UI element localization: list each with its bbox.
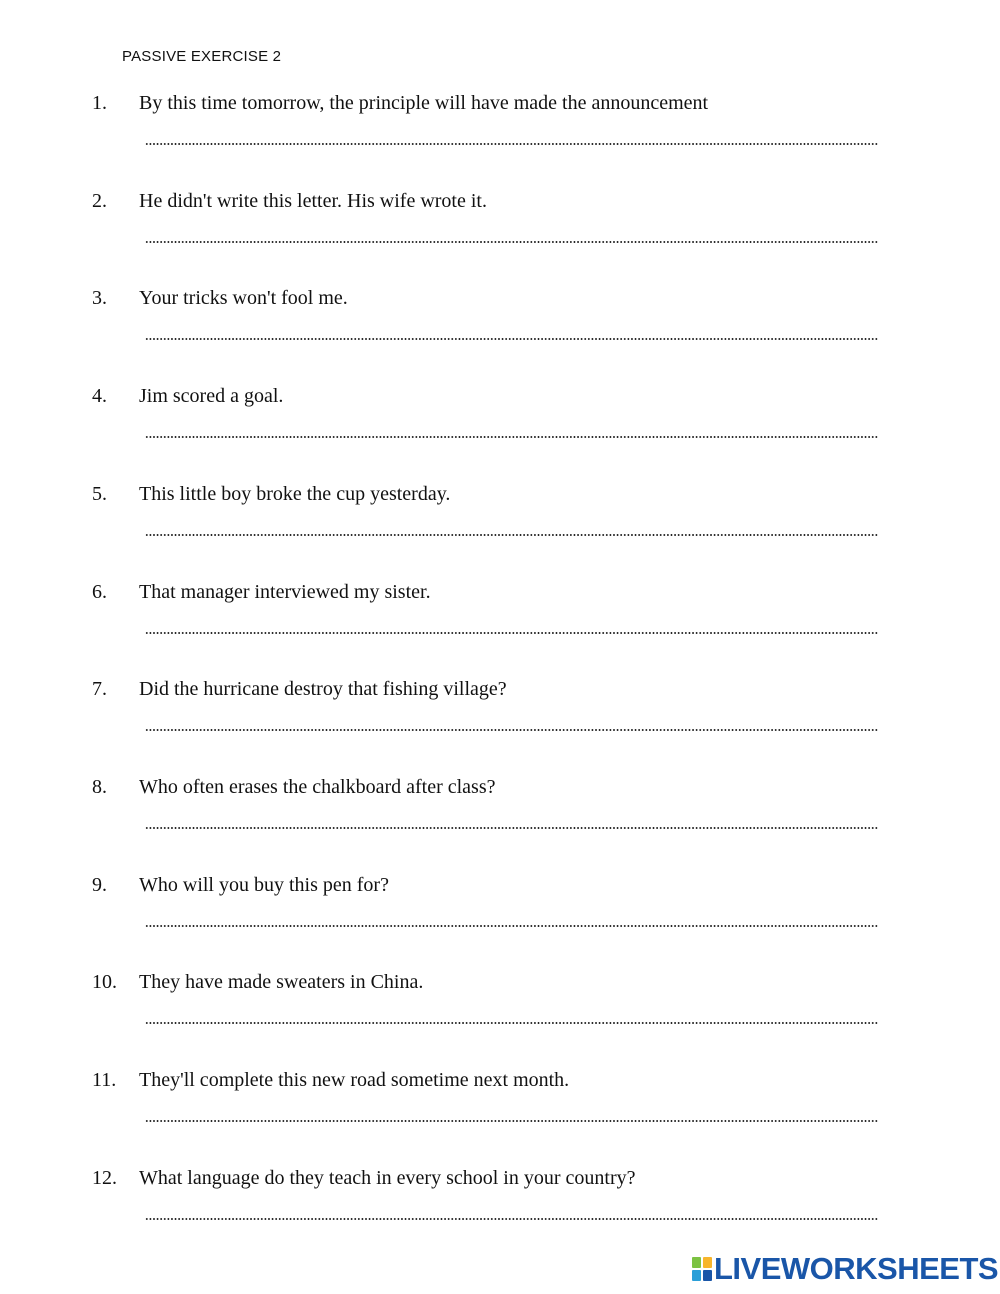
question-number: 11. <box>92 1069 117 1091</box>
answer-line[interactable] <box>145 534 879 536</box>
question-text: They'll complete this new road sometime next month. <box>139 1069 570 1091</box>
question-number: 1. <box>92 92 107 114</box>
liveworksheets-logo-icon <box>692 1257 712 1281</box>
question-item <box>0 580 1000 678</box>
question-text: What language do they teach in every school in your country? <box>139 1167 636 1189</box>
answer-line[interactable] <box>145 925 879 927</box>
answer-line[interactable] <box>145 1022 879 1024</box>
question-text: Jim scored a goal. <box>139 385 284 407</box>
brand-logo <box>692 1251 999 1286</box>
question-number: 5. <box>92 483 107 505</box>
logo-square-4 <box>703 1270 712 1281</box>
question-text: Did the hurricane destroy that fishing village? <box>139 678 507 700</box>
question-item <box>0 1166 1000 1264</box>
answer-line[interactable] <box>145 338 879 340</box>
question-text: They have made sweaters in China. <box>139 971 424 993</box>
question-text: Your tricks won't fool me. <box>139 287 348 309</box>
question-number: 8. <box>92 776 107 798</box>
question-item <box>0 286 1000 384</box>
question-text: That manager interviewed my sister. <box>139 581 431 603</box>
question-number: 10. <box>92 971 117 993</box>
worksheet-title: PASSIVE EXERCISE 2 <box>122 48 282 65</box>
logo-square-1 <box>692 1257 701 1268</box>
question-item <box>0 677 1000 775</box>
answer-line[interactable] <box>145 632 879 634</box>
question-number: 2. <box>92 190 107 212</box>
question-number: 6. <box>92 581 107 603</box>
answer-line[interactable] <box>145 1120 879 1122</box>
answer-line[interactable] <box>145 729 879 731</box>
question-item <box>0 482 1000 580</box>
question-item <box>0 775 1000 873</box>
question-item <box>0 873 1000 971</box>
question-number: 7. <box>92 678 107 700</box>
question-item <box>0 189 1000 287</box>
question-number: 9. <box>92 874 107 896</box>
question-text: By this time tomorrow, the principle will have made the announcement <box>139 92 709 114</box>
question-item <box>0 970 1000 1068</box>
question-text: Who will you buy this pen for? <box>139 874 389 896</box>
logo-square-3 <box>692 1270 701 1281</box>
answer-line[interactable] <box>145 143 879 145</box>
answer-line[interactable] <box>145 827 879 829</box>
question-item <box>0 384 1000 482</box>
question-number: 3. <box>92 287 107 309</box>
question-text: This little boy broke the cup yesterday. <box>139 483 451 505</box>
question-text: Who often erases the chalkboard after class? <box>139 776 496 798</box>
logo-square-2 <box>703 1257 712 1268</box>
question-number: 12. <box>92 1167 117 1189</box>
question-item <box>0 1068 1000 1166</box>
question-number: 4. <box>92 385 107 407</box>
answer-line[interactable] <box>145 241 879 243</box>
answer-line[interactable] <box>145 436 879 438</box>
brand-name: LIVEWORKSHEETS <box>714 1251 999 1286</box>
question-item <box>0 91 1000 189</box>
question-text: He didn't write this letter. His wife wrote it. <box>139 190 487 212</box>
answer-line[interactable] <box>145 1218 879 1220</box>
